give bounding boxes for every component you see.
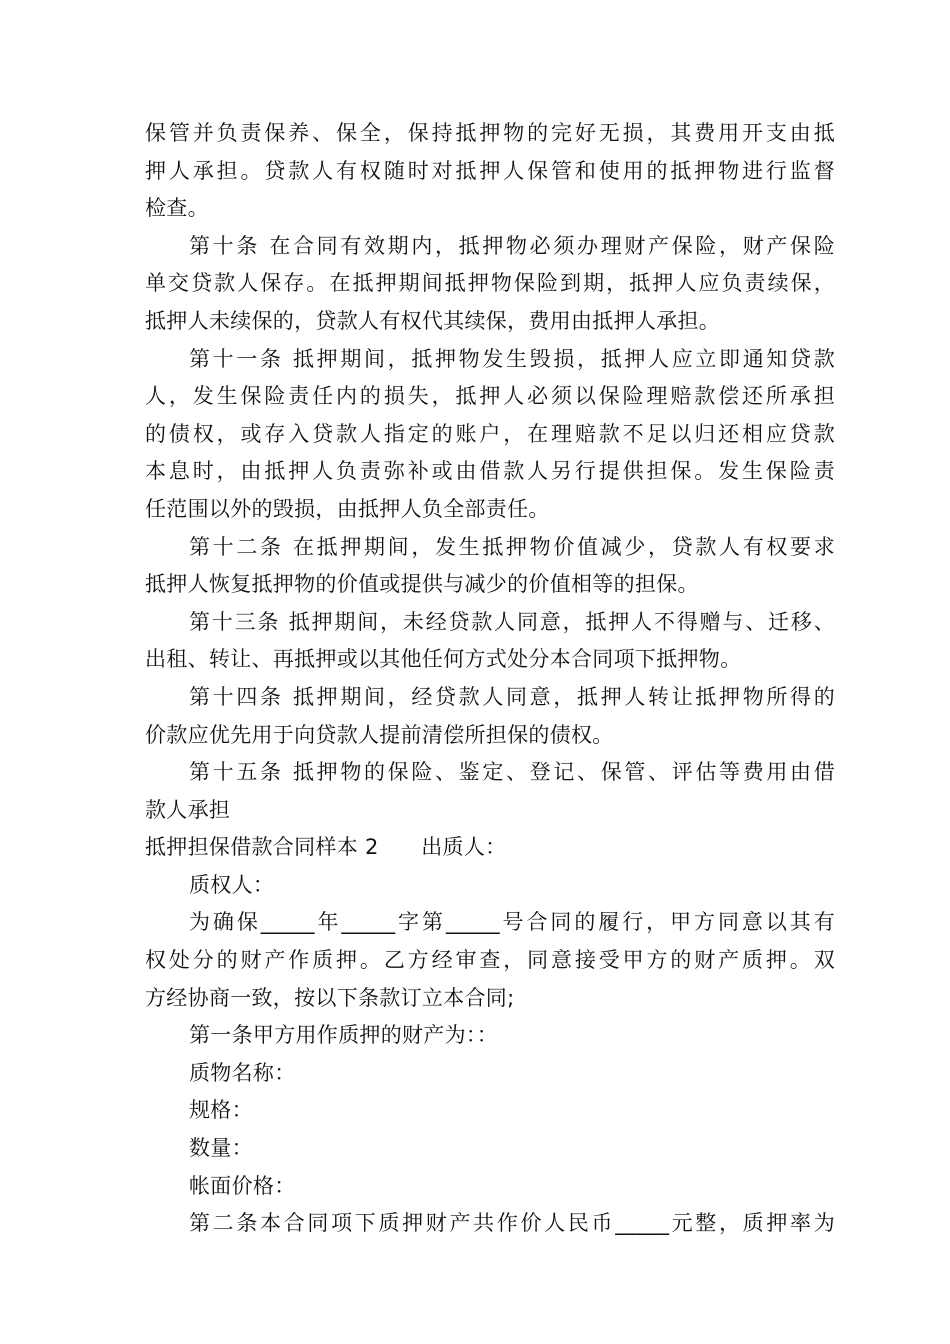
text-line: 人，发生保险责任内的损失，抵押人必须以保险理赔款偿还所承担 — [145, 384, 835, 409]
text-line: 第十二条 在抵押期间，发生抵押物价值减少，贷款人有权要求 — [189, 534, 835, 559]
text-line: 帐面价格： — [189, 1173, 296, 1198]
text-line: 价款应优先用于向贷款人提前清偿所担保的债权。 — [145, 722, 614, 747]
text-line: 款人承担 — [145, 797, 231, 822]
text-line: 第一条甲方用作质押的财产为：： — [189, 1023, 498, 1048]
text-line: 的债权，或存入贷款人指定的账户，在理赔款不足以归还相应贷款 — [145, 421, 835, 446]
text-line: 质权人： — [189, 872, 275, 897]
text-line: 方经协商一致，按以下条款订立本合同; — [145, 985, 515, 1010]
text-line: 单交贷款人保存。在抵押期间抵押物保险到期，抵押人应负责续保， — [145, 271, 835, 296]
text-line: 抵押人未续保的，贷款人有权代其续保，费用由抵押人承担。 — [145, 308, 721, 333]
text-line: 数量： — [189, 1136, 253, 1161]
text-line: 质物名称： — [189, 1060, 296, 1085]
text-line: 权处分的财产作质押。乙方经审查，同意接受甲方的财产质押。双 — [145, 948, 835, 973]
text-line: 保管并负责保养、保全，保持抵押物的完好无损，其费用开支由抵 — [145, 121, 835, 145]
text-line: 第十四条 抵押期间，经贷款人同意，抵押人转让抵押物所得的 — [189, 684, 835, 709]
text-line: 第十三条 抵押期间，未经贷款人同意，抵押人不得赠与、迁移、 — [189, 609, 835, 634]
document-body — [145, 115, 835, 1243]
text-line: 第十一条 抵押期间，抵押物发生毁损，抵押人应立即通知贷款 — [189, 346, 835, 371]
text-line: 第十五条 抵押物的保险、鉴定、登记、保管、评估等费用由借 — [189, 760, 835, 785]
text-line: 任范围以外的毁损，由抵押人负全部责任。 — [145, 496, 550, 521]
text-line: 第二条本合同项下质押财产共作价人民币_____元整，质押率为 — [189, 1211, 835, 1236]
text-line: 出租、转让、再抵押或以其他任何方式处分本合同项下抵押物。 — [145, 647, 742, 672]
text-line: 检查。 — [145, 196, 209, 221]
text-line: 抵押人恢复抵押物的价值或提供与减少的价值相等的担保。 — [145, 572, 699, 597]
text-line: 第十条 在合同有效期内，抵押物必须办理财产保险，财产保险 — [189, 233, 835, 258]
text-line: 押人承担。贷款人有权随时对抵押人保管和使用的抵押物进行监督 — [145, 158, 835, 183]
text-line: 抵押担保借款合同样本 2 出质人： — [145, 835, 507, 860]
text-line: 为确保_____年_____字第_____号合同的履行，甲方同意以其有 — [189, 910, 835, 935]
text-line: 本息时，由抵押人负责弥补或由借款人另行提供担保。发生保险责 — [145, 459, 835, 484]
text-line: 规格： — [189, 1098, 253, 1123]
